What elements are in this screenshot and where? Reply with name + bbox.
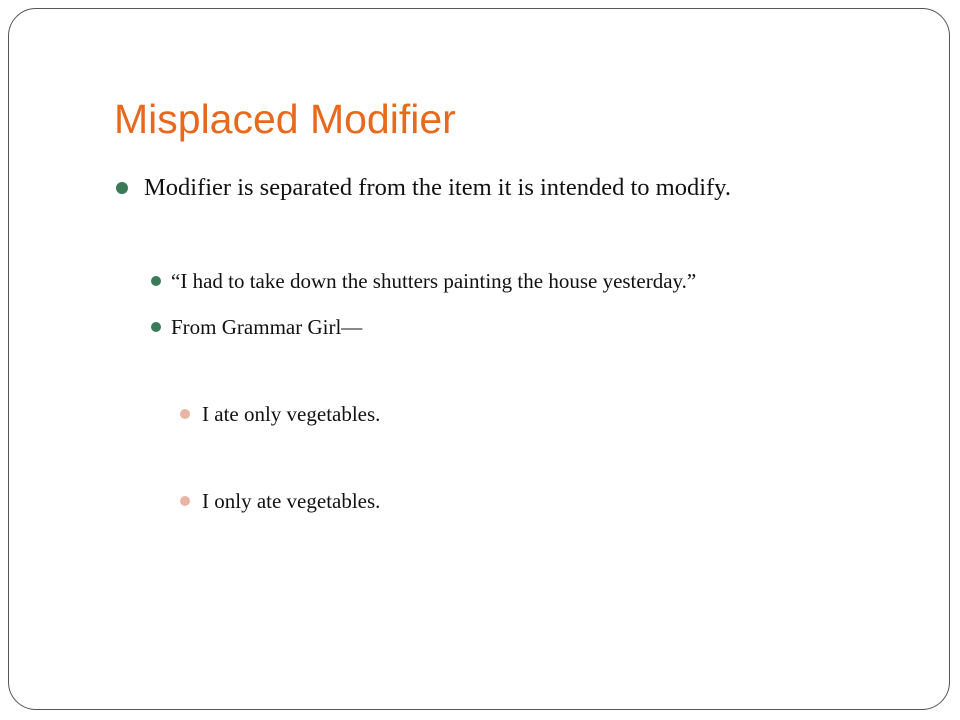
bullet-dot-icon [151, 276, 161, 286]
bullet-text: I only ate vegetables. [202, 489, 381, 513]
bullet-level3-example-1 [202, 399, 380, 429]
slide [8, 8, 950, 710]
slide-title: Misplaced Modifier [114, 96, 456, 142]
bullet-level2-source [171, 312, 362, 342]
bullet-dot-icon [180, 409, 190, 419]
bullet-text: “I had to take down the shutters painting the house yesterday.” [171, 269, 697, 293]
bullet-level3-example-2 [202, 486, 380, 516]
bullet-text: Modifier is separated from the item it is intended to modify. [144, 174, 731, 201]
bullet-level1 [144, 171, 731, 205]
bullet-text: From Grammar Girl— [171, 315, 363, 339]
bullet-dot-icon [180, 496, 190, 506]
bullet-dot-icon [151, 322, 161, 332]
bullet-text: I ate only vegetables. [202, 402, 381, 426]
bullet-dot-icon [116, 182, 128, 194]
bullet-level2-quote [171, 266, 696, 296]
